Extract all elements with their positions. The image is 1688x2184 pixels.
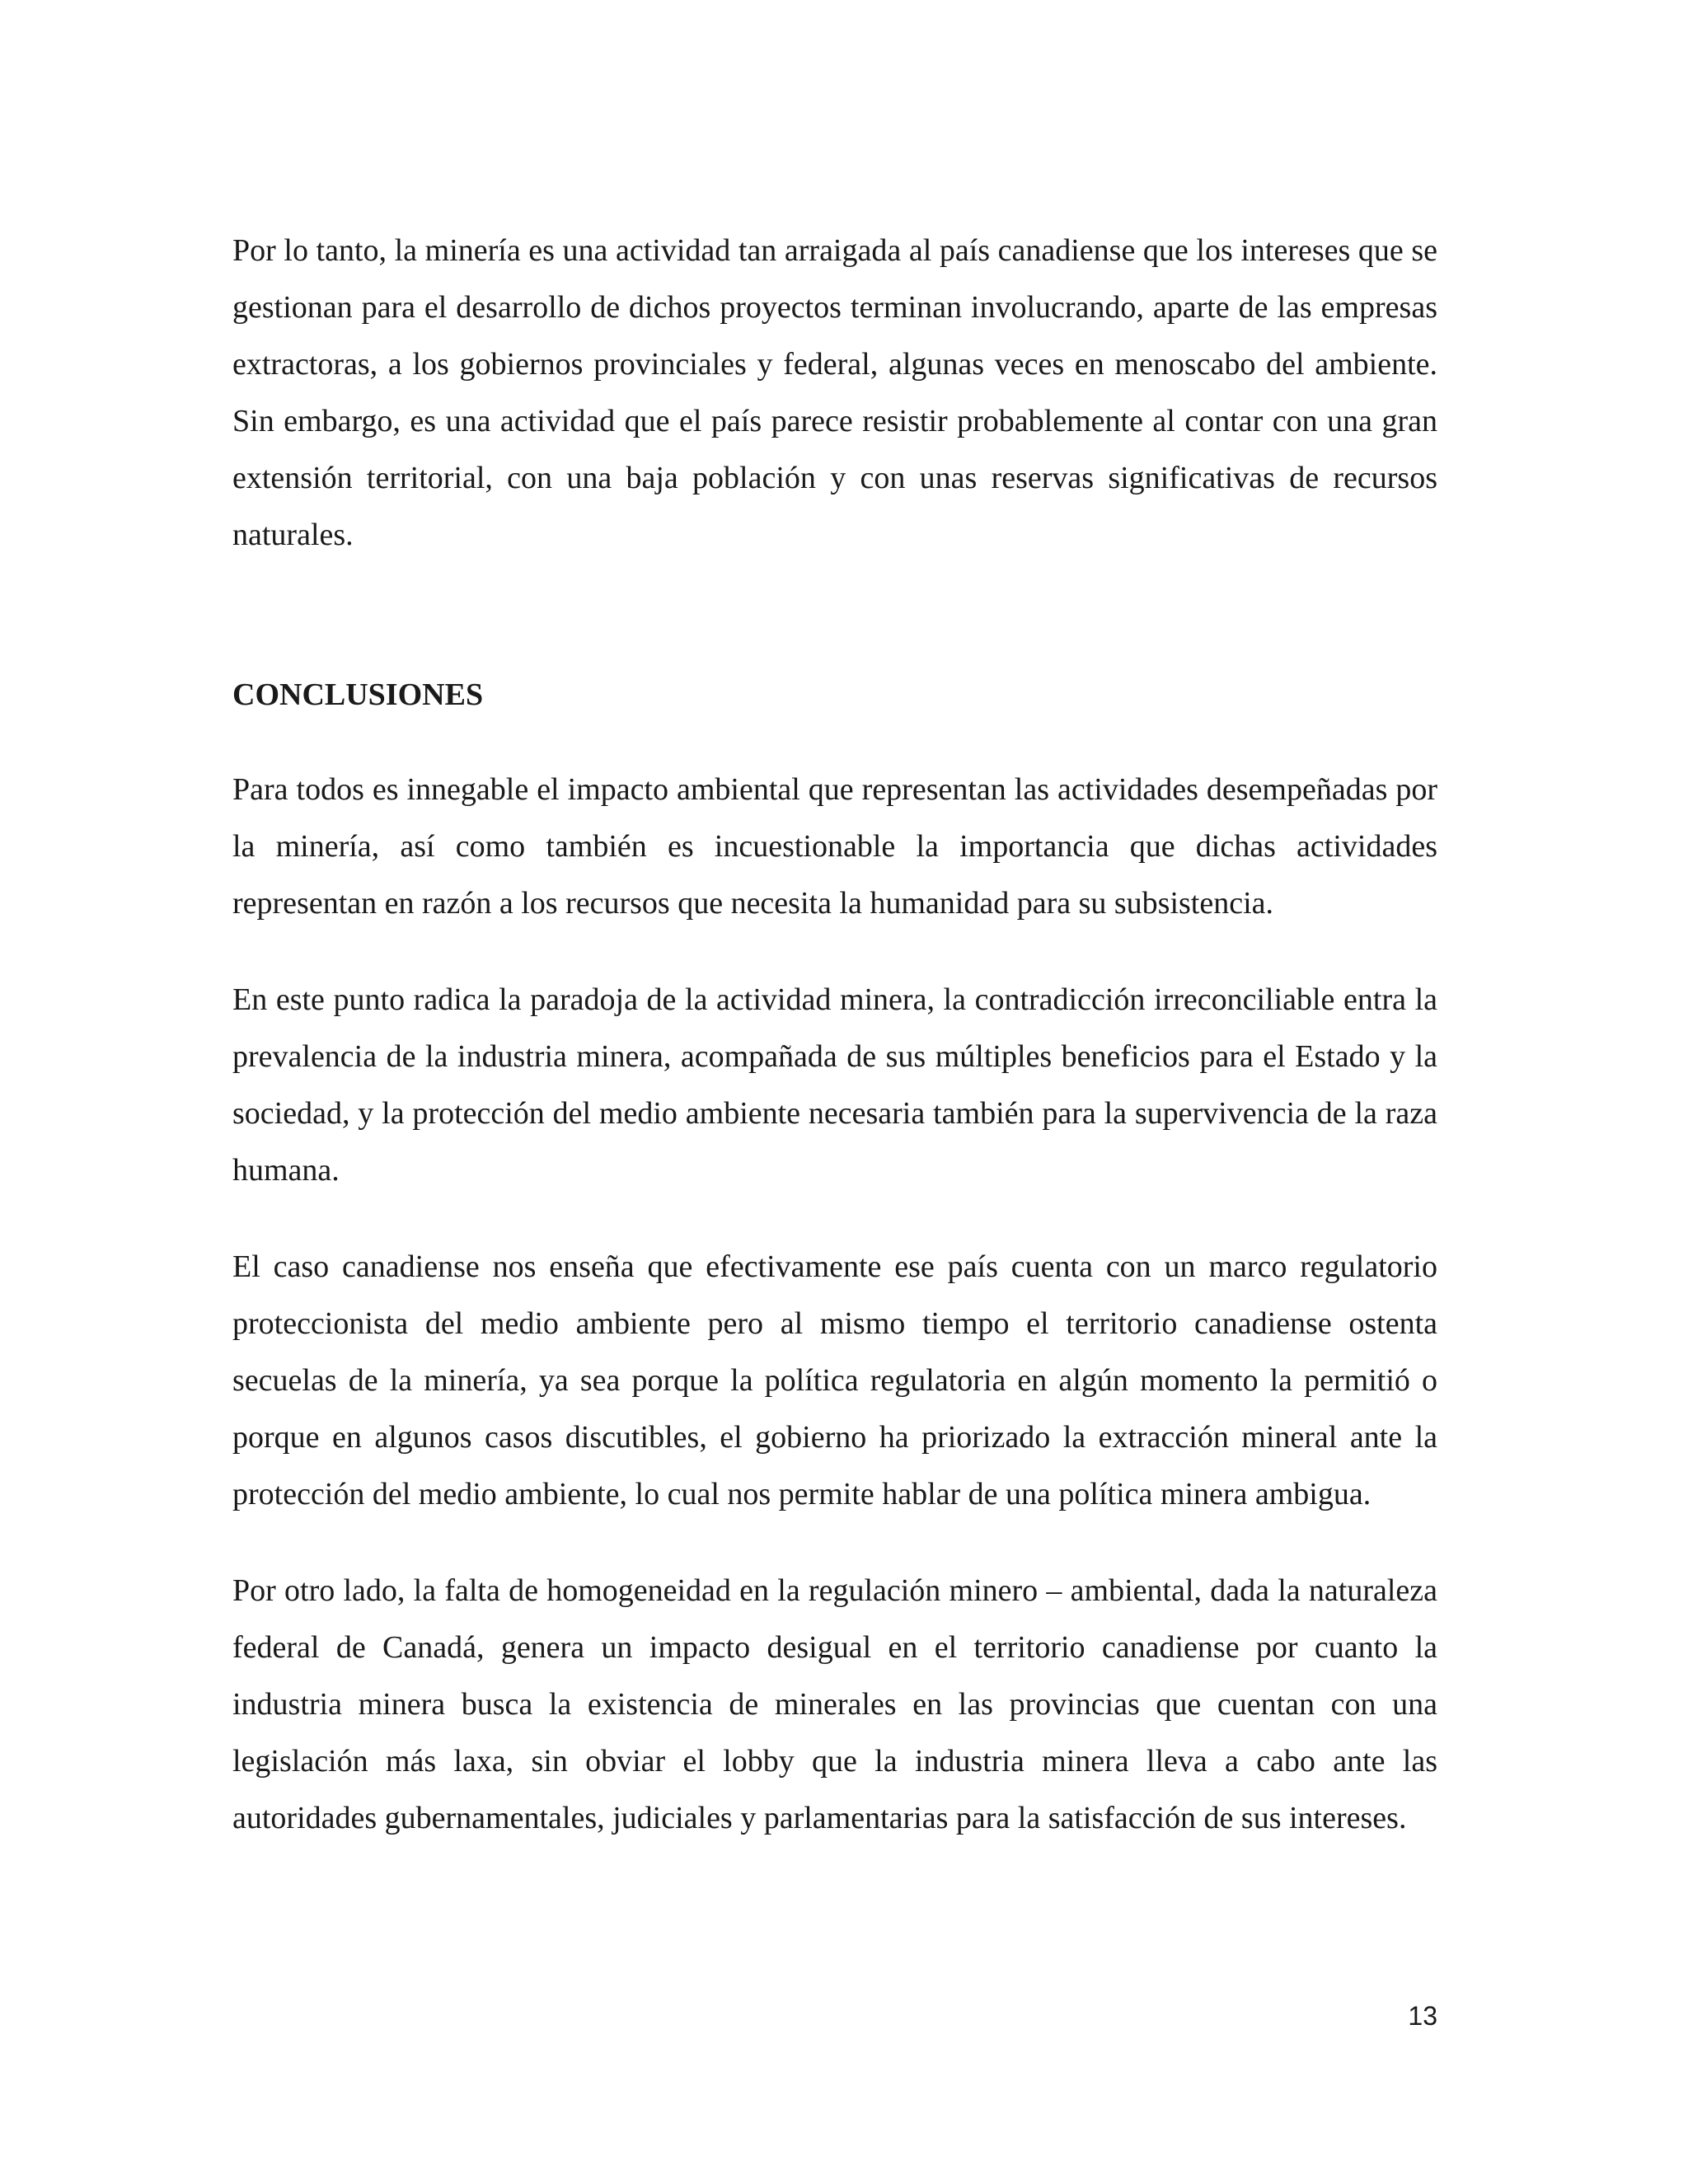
conclusion-paragraph-4: Por otro lado, la falta de homogeneidad en la regulación minero – ambiental, dada la naturaleza federal de Canadá, genera un impacto desigual en el territorio canadiense por cuanto la industria minera busca la existencia de minerales en las provincias que cuentan con una legislación más laxa, sin obviar el lobby que la industria minera lleva a cabo ante las autoridades gubernamentales, judiciales y parlamentarias para la satisfacción de sus intereses. <box>232 1573 1437 1835</box>
page-number: 13 <box>1408 2001 1437 2031</box>
section-heading: CONCLUSIONES <box>232 677 484 712</box>
conclusion-paragraph-1: Para todos es innegable el impacto ambiental que representan las actividades desempeñadas por la minería, así como también es incuestionable la importancia que dichas actividades representan en razón a los recursos que necesita la humanidad para su subsistencia. <box>232 772 1437 921</box>
conclusion-paragraph-2: En este punto radica la paradoja de la actividad minera, la contradicción irreconciliable entra la prevalencia de la industria minera, acompañada de sus múltiples beneficios para el Estado y la sociedad, y la protección del medio ambiente necesaria también para la supervivencia de la raza humana. <box>232 982 1437 1188</box>
intro-paragraph: Por lo tanto, la minería es una actividad tan arraigada al país canadiense que los intereses que se gestionan para el desarrollo de dichos proyectos terminan involucrando, aparte de las empresas extractoras, a los gobiernos provinciales y federal, algunas veces en menoscabo del ambiente. Sin embargo, es una actividad que el país parece resistir probablemente al contar con una gran extensión territorial, con una baja población y con unas reservas significativas de recursos naturales. <box>232 233 1437 552</box>
conclusion-paragraph-3: El caso canadiense nos enseña que efectivamente ese país cuenta con un marco regulatorio proteccionista del medio ambiente pero al mismo tiempo el territorio canadiense ostenta secuelas de la minería, ya sea porque la política regulatoria en algún momento la permitió o porque en algunos casos discutibles, el gobierno ha priorizado la extracción mineral ante la protección del medio ambiente, lo cual nos permite hablar de una política minera ambigua. <box>232 1249 1437 1511</box>
document-body <box>232 223 1437 1847</box>
